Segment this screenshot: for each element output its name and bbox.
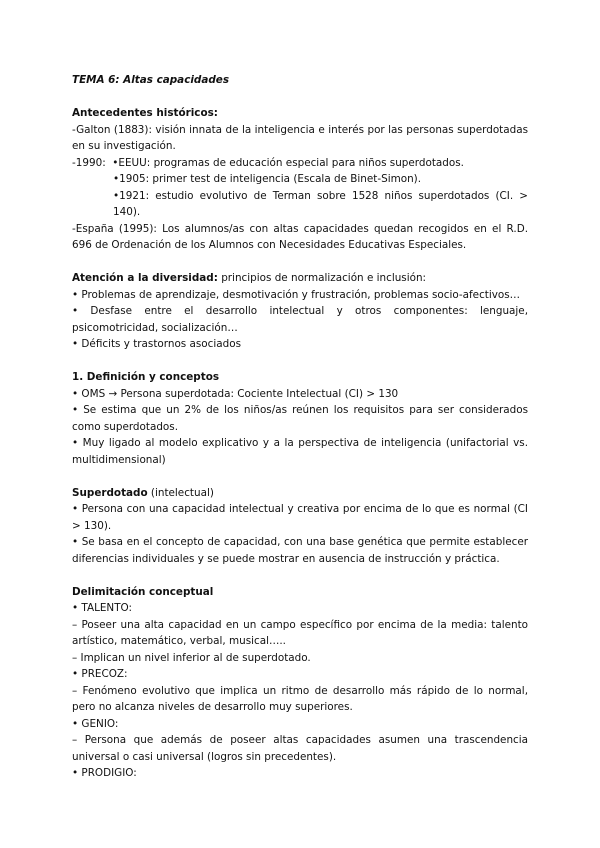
year-1990-line: -1990: •EEUU: programas de educación especial para niños superdotados. bbox=[72, 156, 464, 169]
atencion-bullet: • Déficits y trastornos asociados bbox=[72, 338, 241, 350]
precoz-label: • PRECOZ: bbox=[72, 668, 128, 680]
definicion-bullet: • OMS → Persona superdotada: Cociente Intelectual (CI) > 130 bbox=[72, 387, 399, 400]
prodigio-label: • PRODIGIO: bbox=[72, 767, 137, 779]
definicion-bullet: • Se estima que un 2% de los niños/as reúnen los requisitos para ser considerados como superdotados. bbox=[72, 404, 528, 433]
definicion-heading: 1. Definición y conceptos bbox=[72, 371, 220, 383]
superdotado-bullet: • Persona con una capacidad intelectual y creativa por encima de lo que es normal (CI > 130). bbox=[72, 503, 528, 532]
superdotado-heading-rest: (intelectual) bbox=[147, 486, 214, 499]
atencion-bullet: • Problemas de aprendizaje, desmotivación y frustración, problemas socio-afectivos… bbox=[72, 288, 521, 301]
atencion-heading-line bbox=[72, 270, 528, 287]
precoz-line: – Fenómeno evolutivo que implica un ritmo de desarrollo más rápido de lo normal, pero no alcanza niveles de desarrollo muy superiores. bbox=[72, 684, 528, 713]
espana-paragraph: -España (1995): Los alumnos/as con altas capacidades quedan recogidos en el R.D. 696 de Ordenación de los Alumnos con Necesidades Educativas Especiales. bbox=[72, 222, 528, 251]
year-1921-line: •1921: estudio evolutivo de Terman sobre 1528 niños superdotados (CI. > 140). bbox=[113, 189, 528, 218]
atencion-heading: Atención a la diversidad: bbox=[72, 272, 218, 284]
genio-label: • GENIO: bbox=[72, 717, 119, 730]
year-1905-line: •1905: primer test de inteligencia (Escala de Binet-Simon). bbox=[113, 173, 422, 185]
antecedentes-heading: Antecedentes históricos: bbox=[72, 107, 218, 119]
superdotado-heading: Superdotado bbox=[72, 486, 148, 499]
superdotado-bullet: • Se basa en el concepto de capacidad, con una base genética que permite establecer diferencias individuales y se puede mostrar en ausencia de instrucción y práctica. bbox=[72, 536, 528, 565]
page-title: TEMA 6: Altas capacidades bbox=[72, 74, 230, 86]
talento-line: – Implican un nivel inferior al de superdotado. bbox=[72, 651, 311, 664]
galton-paragraph: -Galton (1883): visión innata de la inteligencia e interés por las personas superdotadas en su investigación. bbox=[72, 123, 528, 152]
superdotado-heading-line bbox=[72, 485, 528, 502]
delimitacion-heading: Delimitación conceptual bbox=[72, 585, 214, 598]
talento-label: • TALENTO: bbox=[72, 602, 133, 614]
atencion-bullet: • Desfase entre el desarrollo intelectual y otros componentes: lenguaje, psicomotricidad, socialización… bbox=[72, 305, 528, 334]
definicion-bullet: • Muy ligado al modelo explicativo y a la perspectiva de inteligencia (unifactorial vs. multidimensional) bbox=[72, 437, 528, 466]
talento-line: – Poseer una alta capacidad en un campo específico por encima de la media: talento artístico, matemático, verbal, musical….. bbox=[72, 618, 528, 647]
atencion-heading-rest: principios de normalización e inclusión: bbox=[217, 272, 427, 284]
genio-line: – Persona que además de poseer altas capacidades asumen una trascendencia universal o casi universal (logros sin precedentes). bbox=[72, 734, 528, 763]
